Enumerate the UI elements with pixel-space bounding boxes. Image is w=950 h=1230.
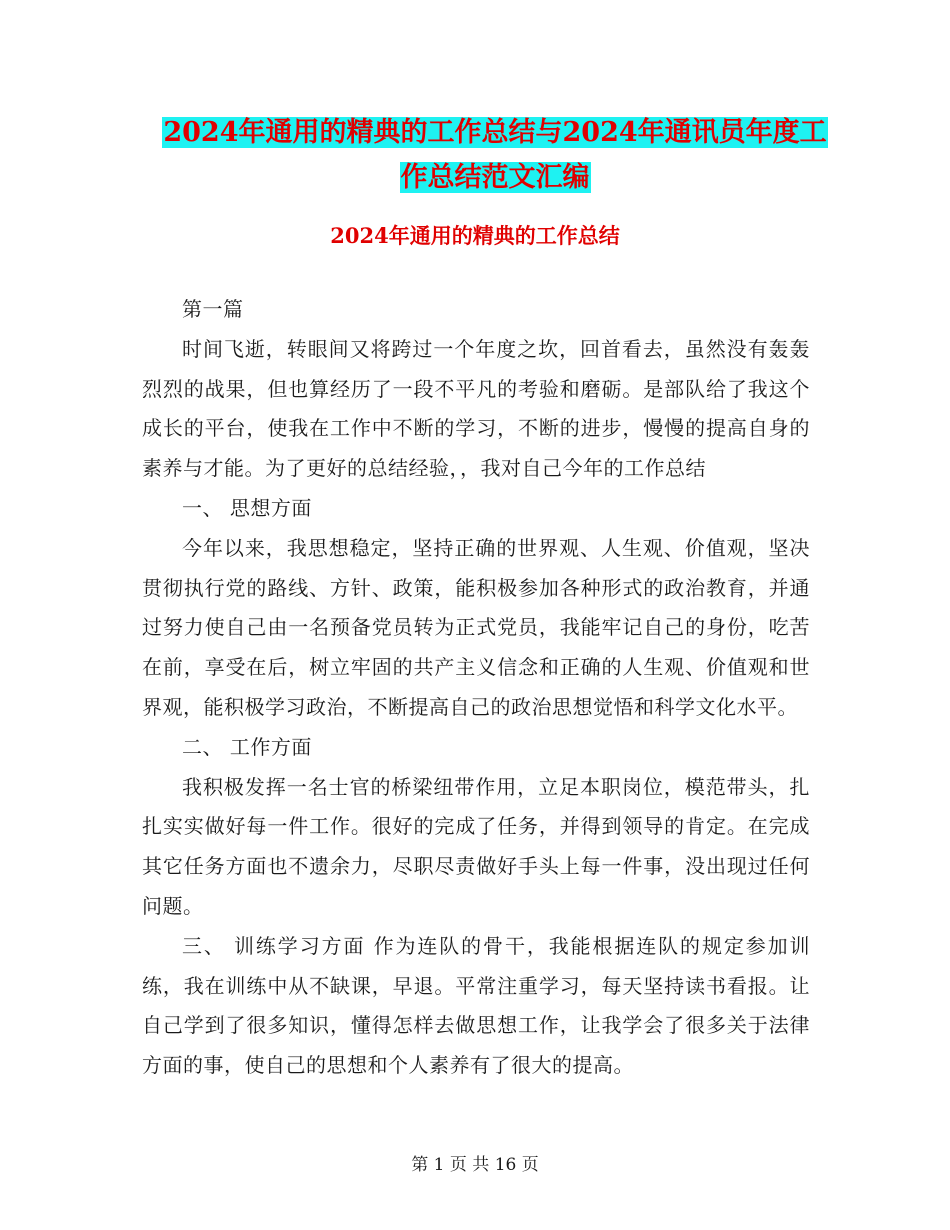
paragraph-heading-thought: 一、 思想方面 bbox=[182, 495, 312, 520]
paragraph-training: 三、 训练学习方面 作为连队的骨干，我能根据连队的规定参加训练，我在训练中从不缺课，早退。平常注重学习，每天坚持读书看报。让自己学到了很多知识，懂得怎样去做思想工作，让我学会了很多关于法律方面的事，使自己的思想和个人素养有了很大的提高。 bbox=[142, 933, 810, 1078]
paragraph-work: 我积极发挥一名士官的桥梁纽带作用，立足本职岗位，模范带头，扎扎实实做好每一件工作。很好的完成了任务，并得到领导的肯定。在完成其它任务方面也不遗余力，尽职尽责做好手头上每一件事，没出现过任何问题。 bbox=[142, 774, 810, 918]
paragraph-heading-work: 二、 工作方面 bbox=[182, 734, 312, 759]
page-footer: 第 1 页 共 16 页 bbox=[411, 1155, 539, 1175]
document-body bbox=[142, 290, 810, 1086]
paragraph-thought: 今年以来，我思想稳定，坚持正确的世界观、人生观、价值观，坚决贯彻执行党的路线、方针、政策，能积极参加各种形式的政治教育，并通过努力使自己由一名预备党员转为正式党员，我能牢记自己的身份，吃苦在前，享受在后，树立牢固的共产主义信念和正确的人生观、价值观和世界观，能积极学习政治，不断提高自己的政治思想觉悟和科学文化水平。 bbox=[142, 535, 810, 719]
paragraph-intro: 时间飞逝，转眼间又将跨过一个年度之坎，回首看去，虽然没有轰轰烈烈的战果，但也算经历了一段不平凡的考验和磨砺。是部队给了我这个成长的平台，使我在工作中不断的学习，不断的进步，慢慢的提高自身的素养与才能。为了更好的总结经验，，我对自己今年的工作总结 bbox=[142, 336, 810, 481]
document-title-line-2: 作总结范文汇编 bbox=[400, 162, 590, 193]
paragraph-part-heading: 第一篇 bbox=[182, 297, 244, 321]
document-title-line-1: 2024年通用的精典的工作总结与2024年通讯员年度工 bbox=[163, 117, 827, 148]
section-title: 2024年通用的精典的工作总结 bbox=[330, 223, 620, 248]
document-title bbox=[100, 110, 890, 200]
